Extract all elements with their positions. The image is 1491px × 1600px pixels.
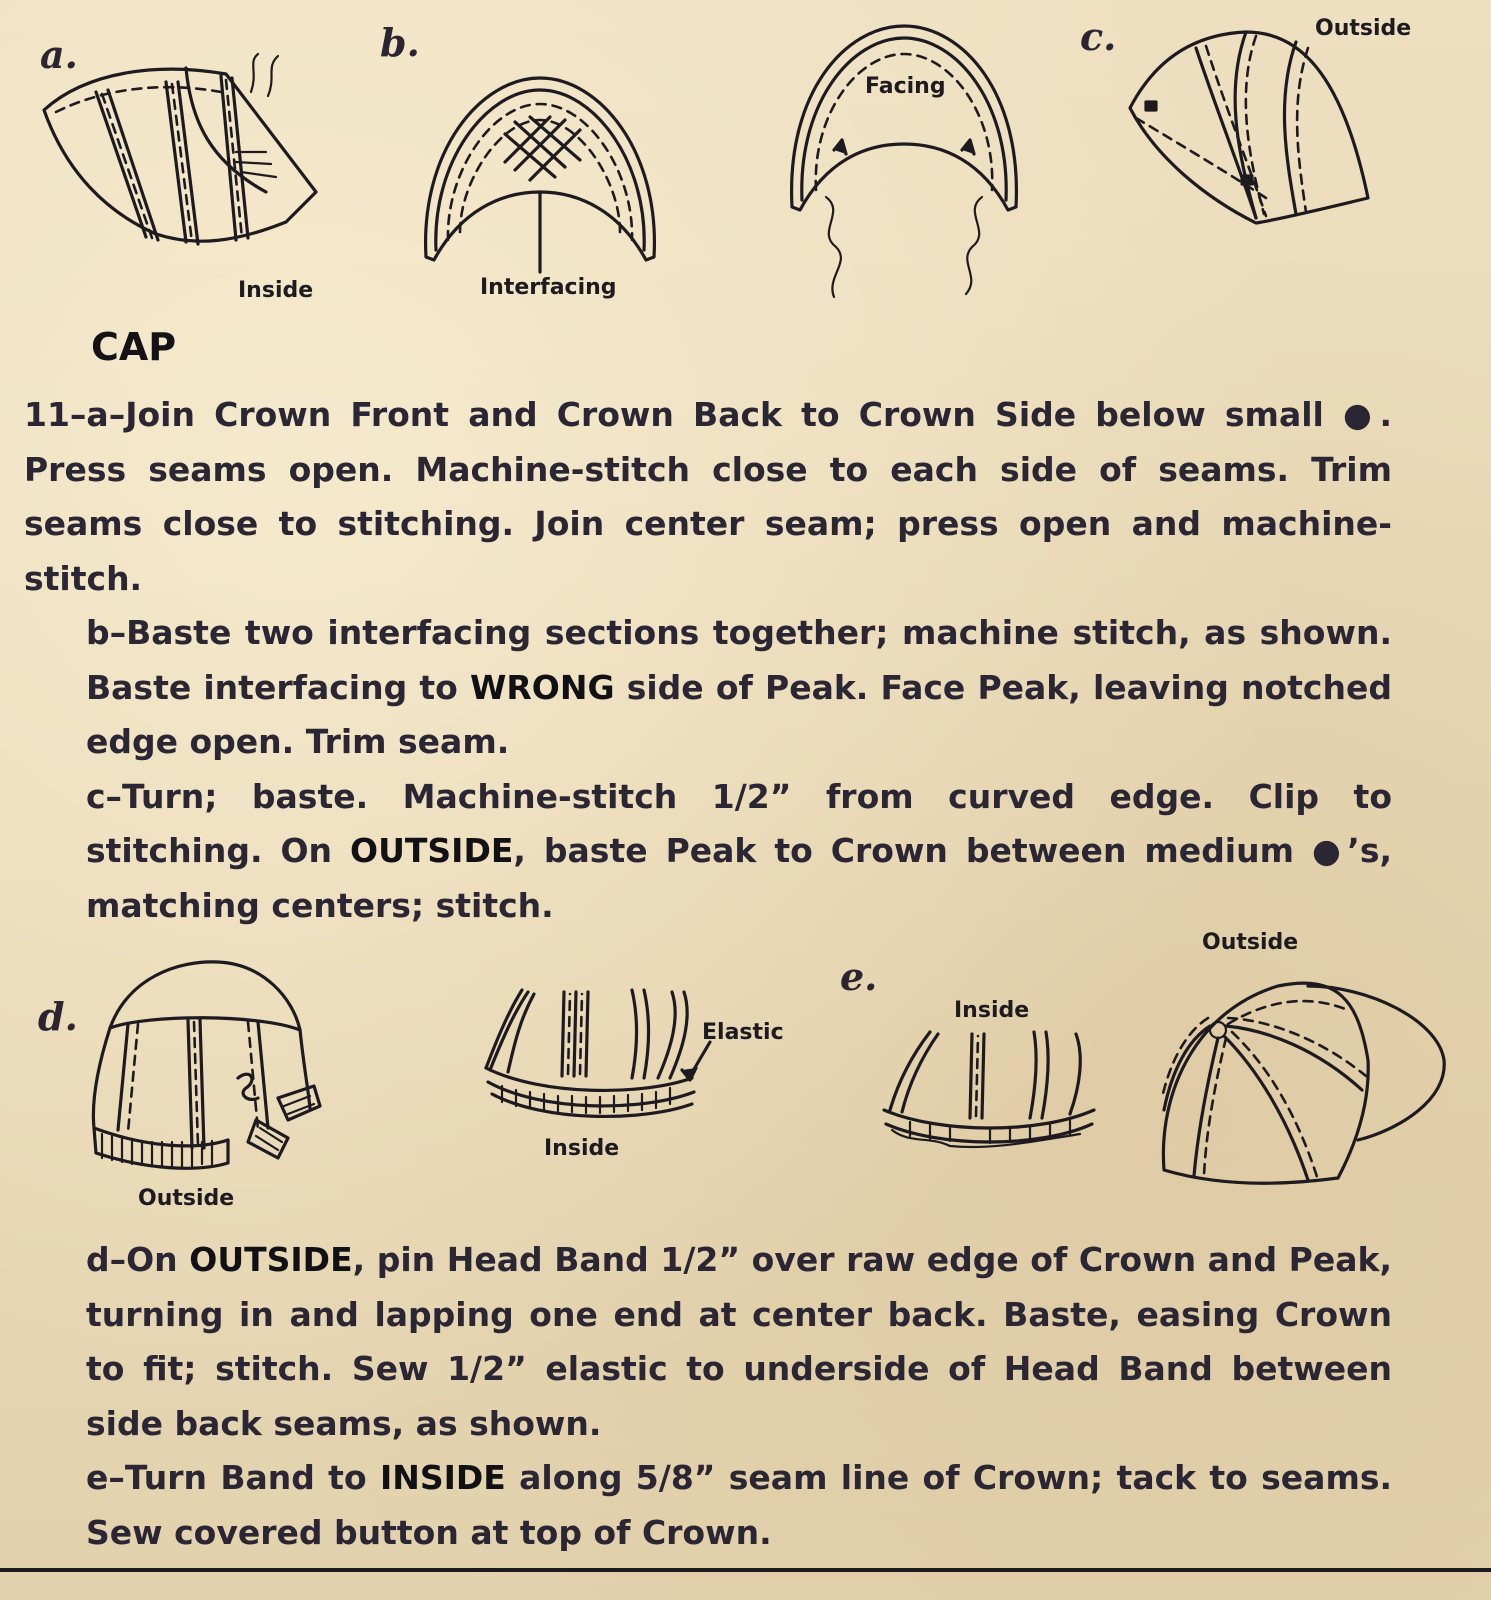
figure-e-letter: e. [840, 954, 878, 999]
step-e-text-1: e–Turn Band to [86, 1458, 380, 1497]
step-d-emphasis: OUTSIDE [189, 1240, 353, 1279]
instructions-lower [86, 1233, 1392, 1560]
step-b-emphasis: WRONG [469, 667, 615, 707]
step-d [86, 1233, 1392, 1451]
figure-c-crown-outside [1126, 28, 1376, 228]
figure-a-crown-inside [36, 52, 326, 257]
figure-e-band-inside [880, 1026, 1100, 1146]
figure-d-band-elastic-inside [482, 986, 712, 1126]
figure-b-interfacing-peak [420, 72, 660, 272]
step-a [24, 388, 1392, 606]
step-a-prefix: 11–a– [24, 395, 126, 434]
figure-c-label: Outside [1315, 16, 1412, 41]
step-e [86, 1451, 1392, 1560]
figure-d-label: Outside [138, 1186, 235, 1211]
figure-b-facing-peak [786, 22, 1022, 302]
figure-e-label: Inside [954, 998, 1030, 1023]
step-c-text-1: c–Turn; baste. Machine-stitch 1/2” from curved edge. Clip to stitching. On [86, 776, 1392, 870]
section-title: CAP [91, 325, 177, 369]
figure-c-letter: c. [1080, 14, 1117, 59]
step-e-emphasis: INSIDE [379, 1458, 506, 1497]
step-d-text-1: d–On [86, 1240, 190, 1279]
step-c [86, 770, 1392, 934]
instructions-upper [24, 388, 1392, 933]
figure-b-facing-label: Facing [865, 74, 946, 99]
figure-e-finished-cap [1158, 980, 1448, 1190]
step-b [86, 606, 1392, 770]
figure-d-elastic-label: Elastic [702, 1020, 784, 1045]
figure-d-inside-label: Inside [544, 1136, 620, 1161]
step-c-emphasis: OUTSIDE [350, 831, 514, 870]
figure-e-outside-label: Outside [1202, 930, 1299, 955]
bottom-rule [0, 1568, 1491, 1572]
figure-a-label: Inside [238, 278, 314, 303]
figure-b-label: Interfacing [480, 275, 617, 300]
step-b-text-2: side of Peak. Face Peak, leaving notched edge open. Trim seam. [86, 667, 1392, 761]
step-e-text-2: along 5/8” seam line of Crown; tack to seams. Sew covered button at top of Crown. [86, 1458, 1393, 1552]
figure-b-letter: b. [380, 20, 420, 65]
step-c-text-2: , baste Peak to Crown between medium ●’s, matching centers; stitch. [86, 831, 1392, 925]
figure-a-letter: a. [40, 32, 78, 77]
figure-d-crown-headband-outside [88, 958, 328, 1178]
step-a-text: Join Crown Front and Crown Back to Crown Side below small ●. Press seams open. Machine-stitch close to each side of seams. Trim seams close to stitching. Join center seam; press open and machine-stitch. [24, 395, 1392, 598]
figure-d-letter: d. [38, 994, 78, 1039]
step-b-text-1: b–Baste two interfacing sections together; machine stitch, as shown. Baste interfacing to [86, 613, 1392, 707]
step-d-text-2: , pin Head Band 1/2” over raw edge of Crown and Peak, turning in and lapping one end at center back. Baste, easing Crown to fit; stitch. Sew 1/2” elastic to underside of Head Band between side back seams, as shown. [86, 1240, 1392, 1443]
